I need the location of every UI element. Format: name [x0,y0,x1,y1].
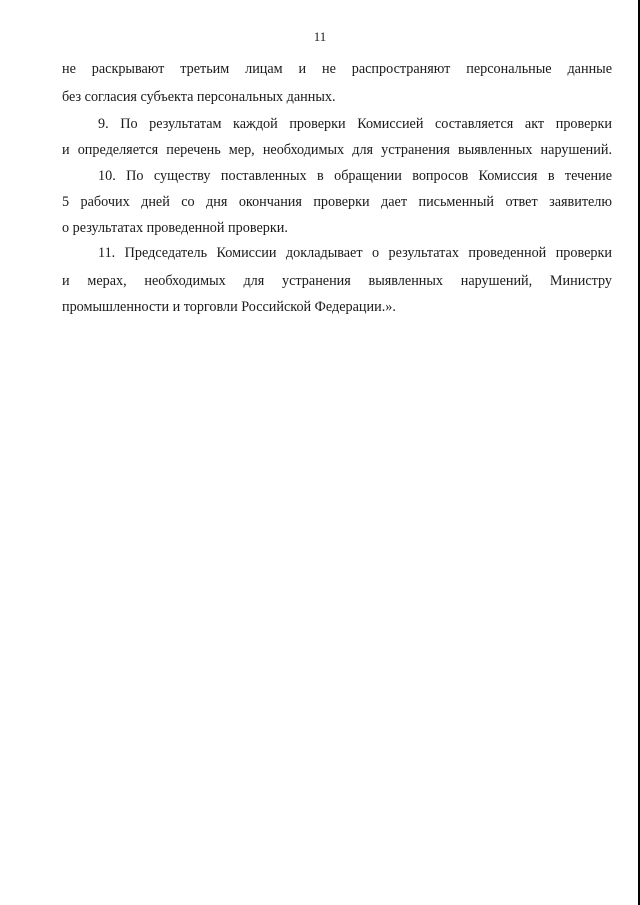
paragraph-3-line-1: 10. По существу поставленных в обращении вопросов Комиссия в течение [98,168,612,184]
paragraph-3-line-2: 5 рабочих дней со дня окончания проверки дает письменный ответ заявителю [62,194,612,210]
paragraph-2-line-1: 9. По результатам каждой проверки Комиссией составляется акт проверки [98,116,612,132]
paragraph-1-line-1: не раскрывают третьим лицам и не распространяют персональные данные [62,61,612,77]
paragraph-1-line-2: без согласия субъекта персональных данных. [62,89,336,105]
paragraph-2-line-2: и определяется перечень мер, необходимых для устранения выявленных нарушений. [62,142,612,158]
page-number: 11 [313,29,327,44]
paragraph-3-line-3: о результатах проведенной проверки. [62,220,288,236]
paragraph-4-line-3: промышленности и торговли Российской Федерации.». [62,299,396,315]
paragraph-4-line-1: 11. Председатель Комиссии докладывает о результатах проведенной проверки [98,245,612,261]
paragraph-4-line-2: и мерах, необходимых для устранения выявленных нарушений, Министру [62,273,612,289]
